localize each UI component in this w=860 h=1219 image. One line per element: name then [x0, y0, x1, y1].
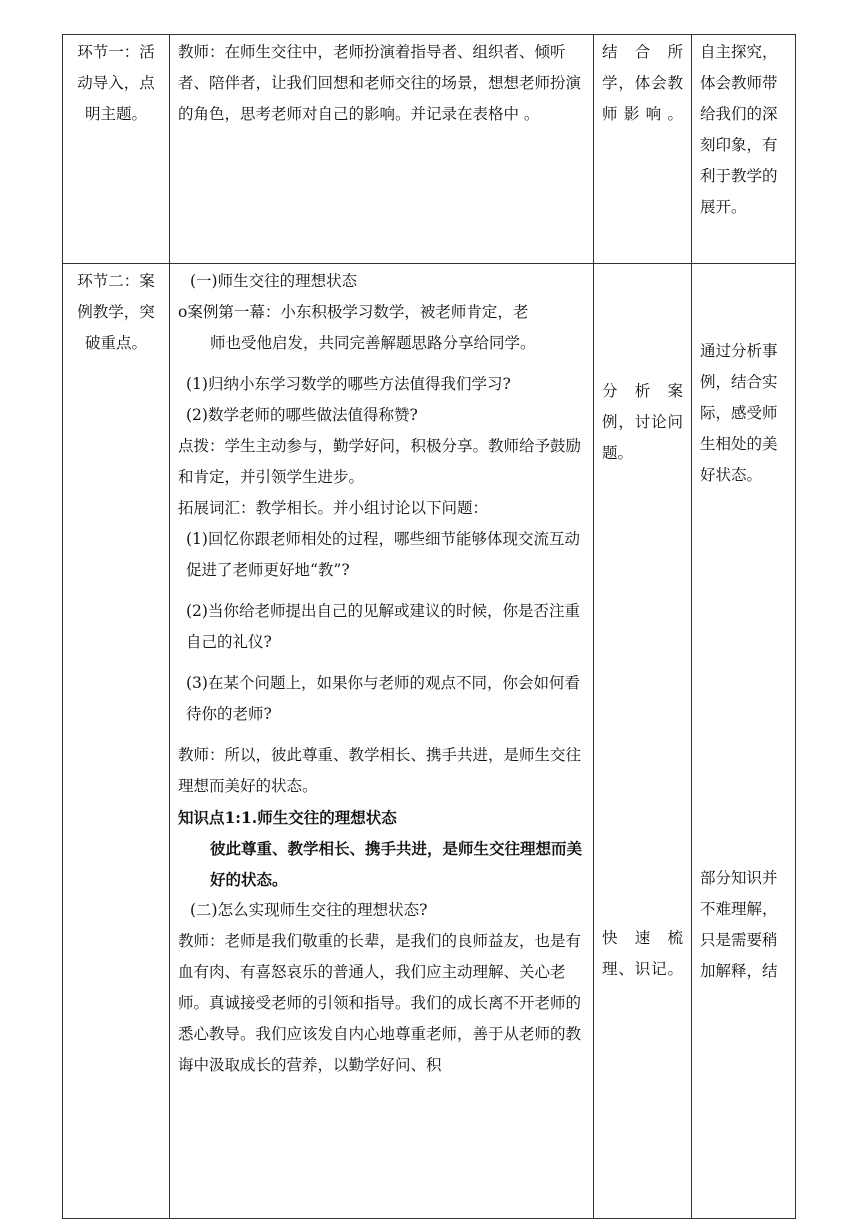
question-1: (1)归纳小东学习数学的哪些方法值得我们学习? [186, 375, 511, 393]
stage-cell: 环节二：案例教学，突破重点。 [63, 264, 170, 1219]
case-text: o案例第一幕：小东积极学习数学，被老师肯定，老 [178, 303, 529, 321]
knowledge-point-body: 彼此尊重、教学相长、携手共进，是师生交往理想而美好的状态。 [210, 839, 583, 889]
content-cell [170, 264, 594, 1219]
hint-text: 点拨：学生主动参与，勤学好问，积极分享。教师给予鼓励和肯定，并引领学生进步。 [178, 437, 582, 486]
section-heading-2: (二)怎么实现师生交往的理想状态? [190, 901, 428, 919]
section-heading: (一)师生交往的理想状态 [190, 272, 358, 290]
activity-text-1-tail: 题。 [602, 444, 634, 462]
question-2: (2)数学老师的哪些做法值得称赞? [186, 406, 418, 424]
discussion-question-2: (2)当你给老师提出自己的见解或建议的时候，你是否注重自己的礼仪? [186, 602, 580, 651]
activity-text-1: 分 析 案例，讨论问 [602, 382, 683, 431]
table-row [63, 35, 796, 264]
extension-text: 拓展词汇：教学相长。并小组讨论以下问题： [178, 499, 489, 517]
design-intent-cell [692, 35, 796, 264]
case-text-continued: 师也受他启发，共同完善解题思路分享给同学。 [210, 334, 536, 352]
activity-text: 结 合 所学，体会教师影响。 [602, 43, 683, 123]
content-cell [170, 35, 594, 264]
knowledge-point-title: 知识点1:1.师生交往的理想状态 [178, 808, 397, 827]
student-activity-cell [594, 35, 692, 264]
intent-text-2: 部分知识并不难理解，只是需要稍加解释，结 [700, 869, 778, 980]
teacher-summary-text: 教师：所以，彼此尊重、教学相长、携手共进，是师生交往理想而美好的状态。 [178, 746, 582, 795]
activity-text-2: 快 速 梳理、识记。 [602, 929, 683, 978]
stage-cell: 环节一：活动导入，点明主题。 [63, 35, 170, 264]
intent-text-1: 通过分析事例，结合实际，感受师生相处的美好状态。 [700, 342, 778, 484]
design-intent-cell [692, 264, 796, 1219]
teacher-text-2: 教师：老师是我们敬重的长辈，是我们的良师益友，也是有血有肉、有喜怒哀乐的普通人，我们应主动理解、关心老师。真诚接受老师的引领和指导。我们的成长离不开老师的悉心教导。我们应该发自内心地尊重老师，善于从老师的教诲中汲取成长的营养，以勤学好问、积 [178, 932, 582, 1074]
lesson-plan-table [62, 34, 796, 1219]
table-row [63, 264, 796, 1219]
student-activity-cell [594, 264, 692, 1219]
teacher-intro-text: 教师：在师生交往中，老师扮演着指导者、组织者、倾听者、陪伴者，让我们回想和老师交往的场景，想想老师扮演的角色，思考老师对自己的影响。并记录在表格中 。 [178, 43, 582, 123]
discussion-question-3: (3)在某个问题上，如果你与老师的观点不同，你会如何看待你的老师? [186, 674, 580, 723]
intent-text: 自主探究，体会教师带给我们的深刻印象，有利于教学的展开。 [700, 43, 778, 216]
discussion-question-1: (1)回忆你跟老师相处的过程，哪些细节能够体现交流互动促进了老师更好地“教”? [186, 530, 580, 579]
